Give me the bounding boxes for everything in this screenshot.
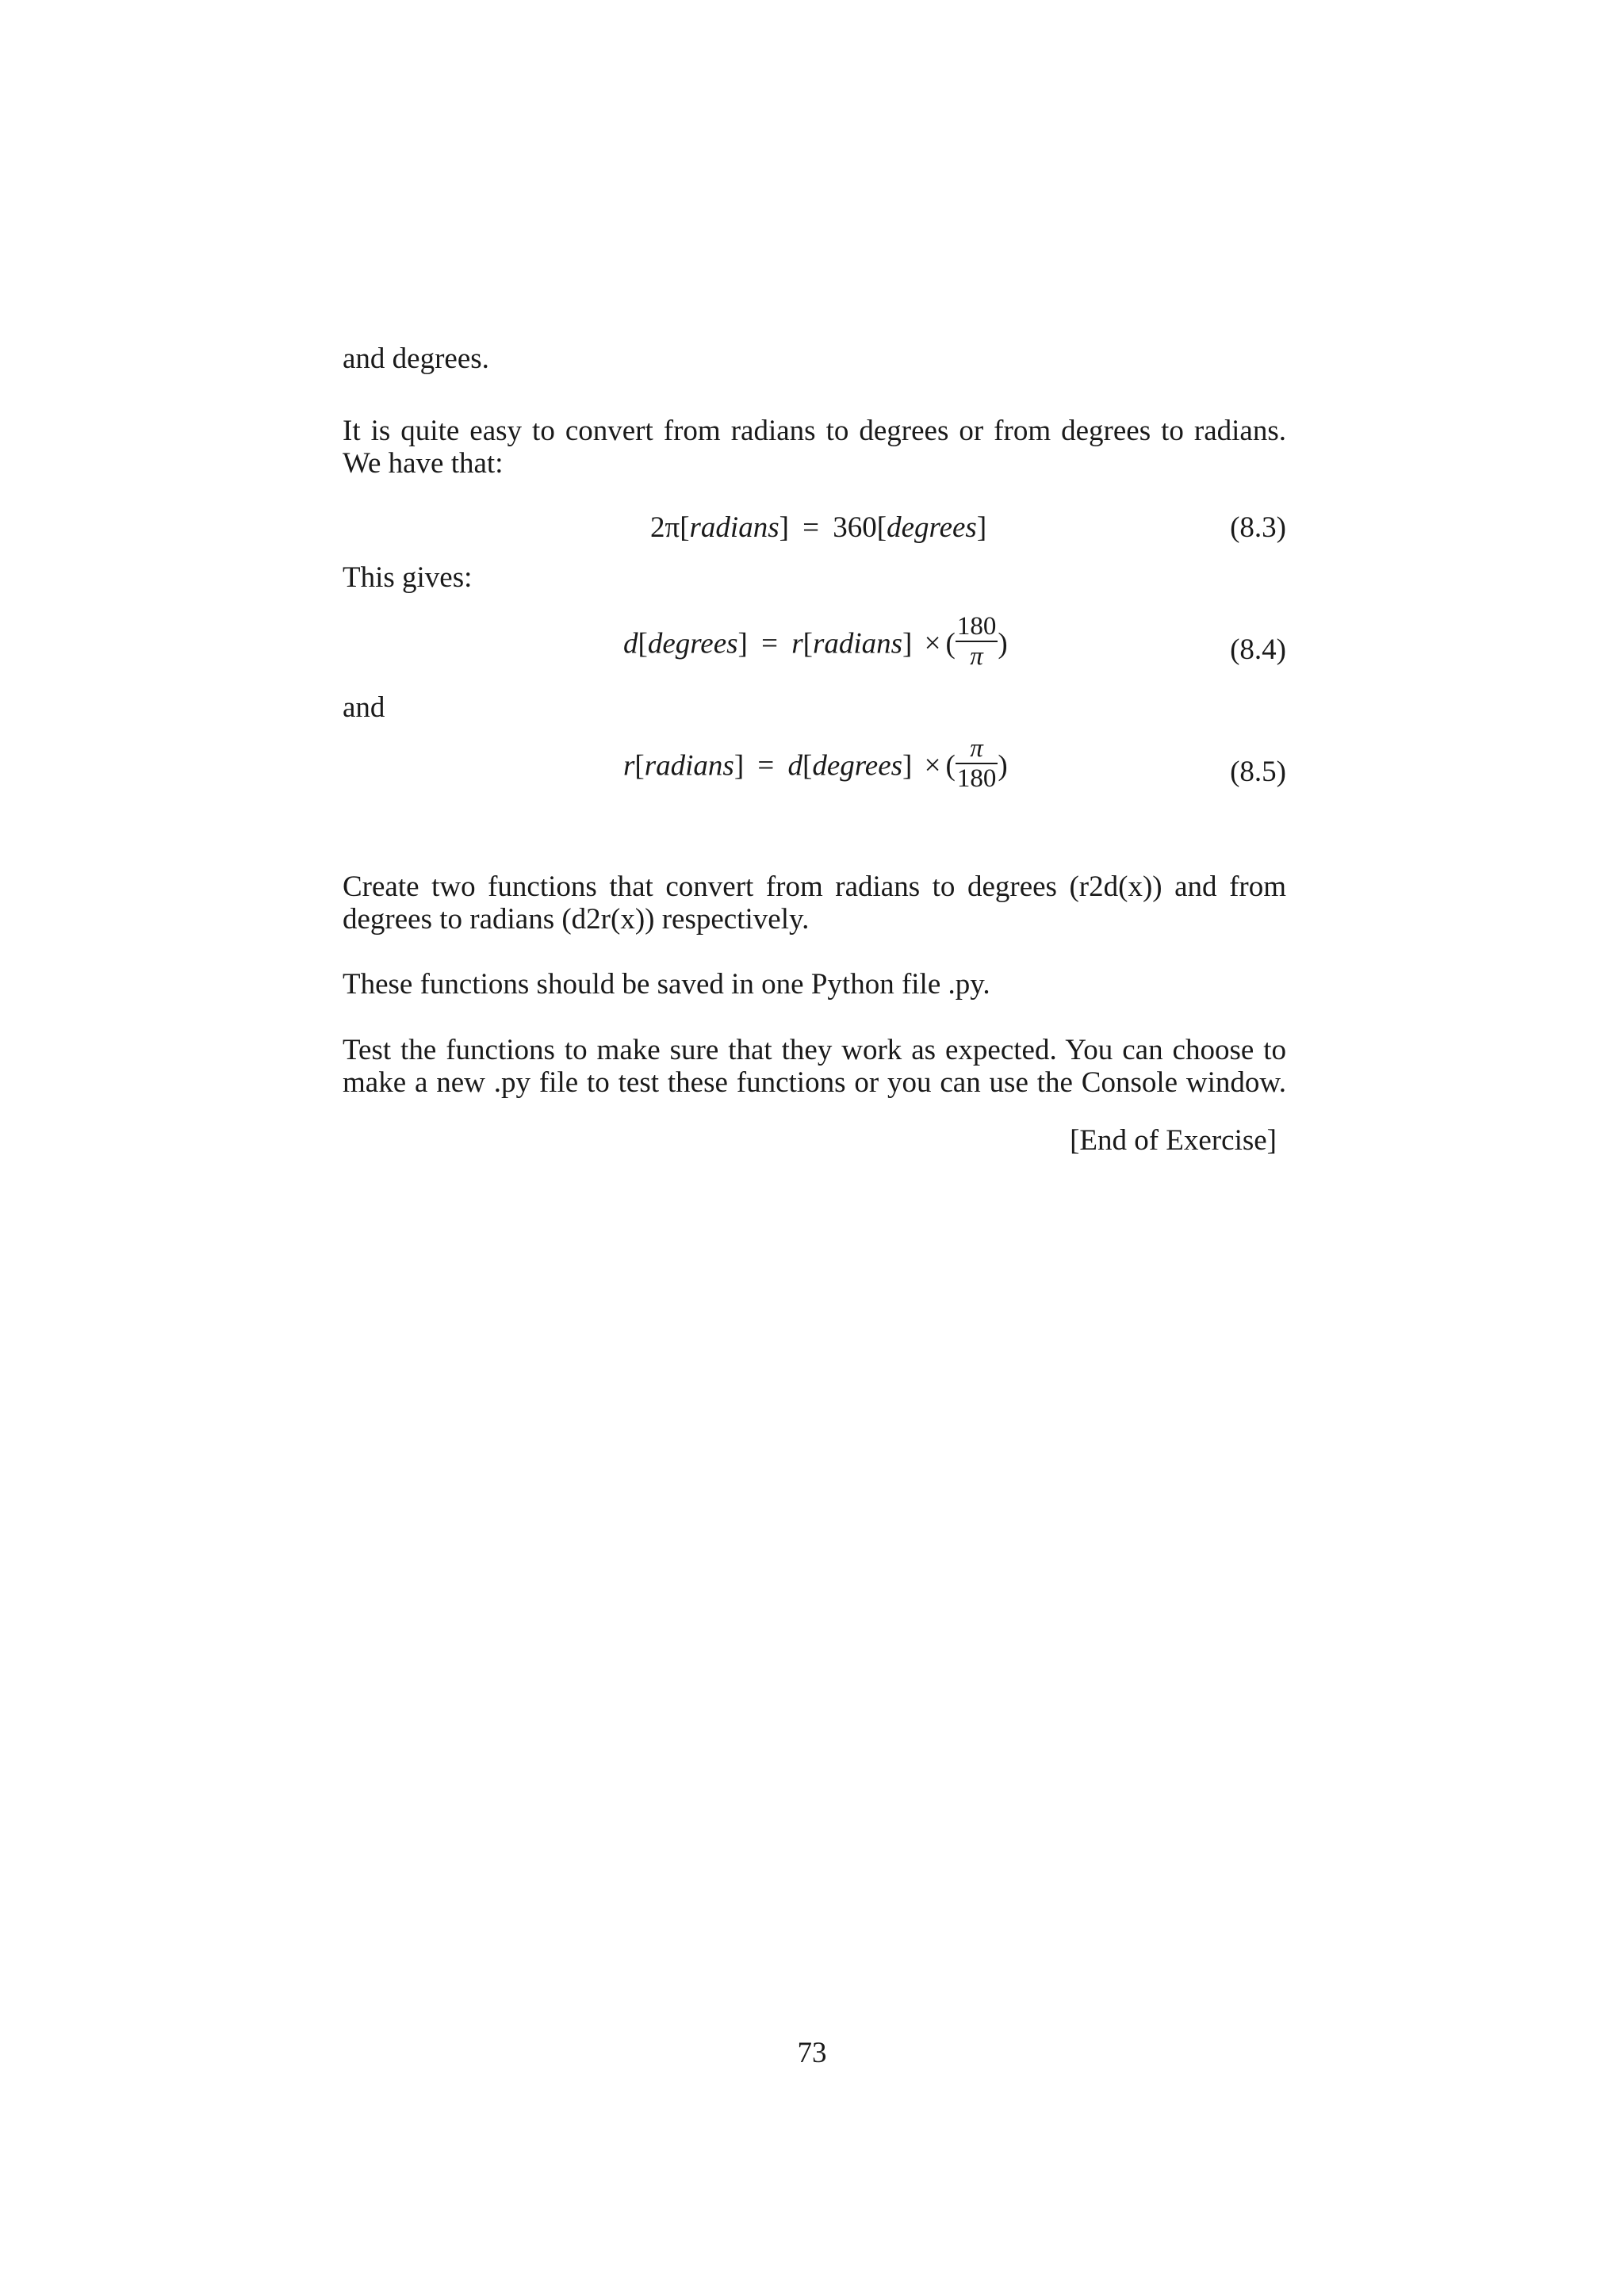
paragraph-task-line1: Create two functions that convert from radians to degrees (r2d(x)) and from — [343, 871, 1286, 903]
eq84-frac-den: π — [970, 642, 983, 671]
equation-number-8-5: (8.5) — [1230, 756, 1286, 788]
eq85-fraction — [956, 734, 998, 793]
eq84-equals: = — [761, 627, 778, 660]
eq85-frac-den: 180 — [956, 764, 997, 793]
eq84-frac-num: 180 — [956, 612, 997, 641]
eq85-equals: = — [757, 749, 775, 783]
eq84-times: × — [924, 627, 941, 660]
paragraph-test-line2: make a new .py file to test these functions or you can use the Console window. — [343, 1066, 1286, 1099]
end-of-exercise: [End of Exercise] — [1070, 1124, 1277, 1157]
paragraph-save-file: These functions should be saved in one Python file .py. — [343, 968, 990, 1001]
equation-8-5: r[radians] = d[degrees] × ( $\frac{\pi}{180}$ ) — [623, 734, 1008, 793]
paragraph-and: and — [343, 691, 385, 724]
eq85-lhs-unit: radians — [644, 749, 734, 783]
eq84-rhs-unit: radians — [812, 627, 903, 660]
page-number: 73 — [797, 2037, 827, 2069]
eq85-lhs-var: r — [623, 749, 635, 783]
equation-number-8-4: (8.4) — [1230, 633, 1286, 666]
eq85-rhs-var: d — [787, 749, 803, 783]
eq83-rhs-unit: degrees — [887, 511, 977, 544]
eq83-lhs-coef: 2π — [650, 511, 680, 544]
eq85-times: × — [924, 749, 941, 783]
equation-number-8-3: (8.3) — [1230, 511, 1286, 544]
paragraph-test-line1: Test the functions to make sure that they work as expected. You can choose to — [343, 1034, 1286, 1066]
equation-8-3: 2π[radians] = 360[degrees] — [650, 511, 987, 544]
eq84-lhs-var: d — [623, 627, 638, 660]
eq83-equals: = — [802, 511, 820, 544]
equation-8-4: d[degrees] = r[radians] × ( $\frac{180}{\pi}$ ) — [623, 612, 1008, 671]
paragraph-this-gives: This gives: — [343, 561, 473, 594]
eq84-fraction — [956, 612, 998, 671]
eq83-rhs-coef: 360 — [833, 511, 877, 544]
paragraph-and-degrees: and degrees. — [343, 342, 489, 375]
eq85-rhs-unit: degrees — [812, 749, 903, 783]
paragraph-intro-line1: It is quite easy to convert from radians to degrees or from degrees to radians. — [343, 415, 1286, 447]
eq83-lhs-unit: radians — [689, 511, 779, 544]
eq84-lhs-unit: degrees — [647, 627, 738, 660]
paragraph-intro-line2: We have that: — [343, 447, 504, 480]
paragraph-task-line2: degrees to radians (d2r(x)) respectively. — [343, 903, 810, 936]
eq84-rhs-var: r — [791, 627, 803, 660]
eq85-frac-num: π — [956, 734, 998, 764]
